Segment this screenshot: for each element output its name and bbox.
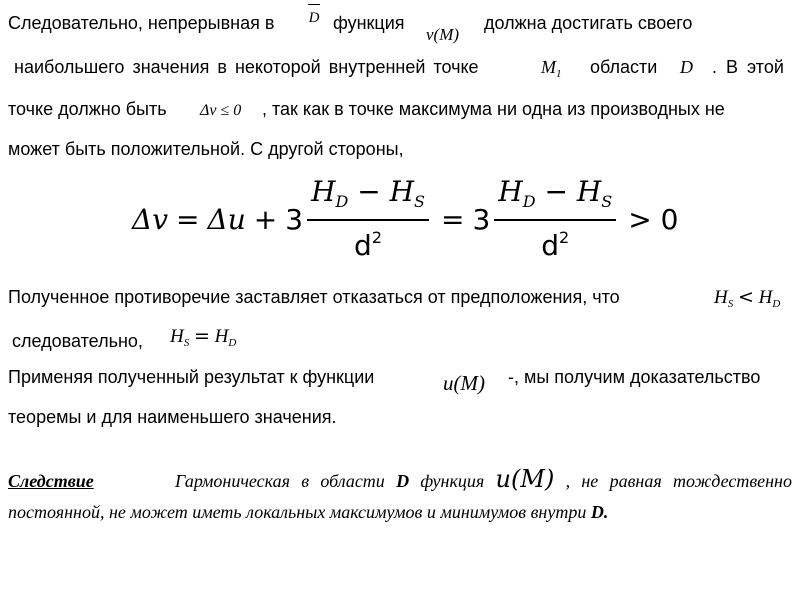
line1-before: Следовательно, непрерывная в	[8, 13, 275, 33]
function-v-of-m: v(M)	[426, 25, 460, 44]
text-line-3: точке должно быть	[8, 99, 167, 119]
hence-text: следовательно,	[12, 331, 143, 351]
domain-closure-symbol: D	[306, 4, 322, 29]
corollary-title: Следствие	[8, 471, 94, 491]
point-m1: $M_1$	[541, 57, 562, 80]
fraction-1: $\frac{H_D - H_S}{d^2}$	[307, 175, 429, 263]
fraction-2: $\frac{H_D - H_S}{d^2}$	[494, 175, 616, 263]
hs-equals-hd: $H_S = H_D$	[170, 325, 237, 349]
line3-after: , так как в точке максимума ни одна из производных не	[262, 99, 725, 119]
apply-after: -, мы получим доказательство	[508, 367, 761, 387]
contradiction-text: Полученное противоречие заставляет отказаться от предположения, что	[8, 287, 620, 307]
apply-line-2: теоремы и для наименьшего значения.	[8, 407, 337, 427]
apply-text: Применяя полученный результат к функции	[8, 367, 375, 387]
line1-middle: функция	[333, 13, 405, 33]
hs-less-hd: $H_S < H_D$	[714, 286, 781, 310]
text-line-4: может быть положительной. С другой стороны,	[8, 139, 404, 159]
condition-dv-le-0: Δv ≤ 0	[200, 102, 242, 119]
main-formula: Δv = Δu + 3 $\frac{H_D - H_S}{d^2}$ = 3 $\frac{H_D - H_S}{d^2}$ > 0	[132, 175, 679, 262]
line1-after: должна достигать своего	[484, 13, 693, 33]
line2-after: . В этой	[712, 57, 784, 77]
corollary-domain: D	[396, 471, 410, 491]
function-u-of-m: u(M)	[443, 371, 485, 395]
area-word: области	[590, 57, 658, 77]
corollary-function: u(M)	[495, 465, 555, 493]
text-line-1	[8, 12, 274, 34]
formula-lhs: Δv	[132, 202, 169, 236]
overbar	[308, 4, 320, 5]
corollary-block: Следствие Гармоническая в области D функция u(M) , не равная тождественно постоянной, не может иметь локальных максимумов и минимумов внутри D.	[8, 465, 792, 522]
text-line-2: наибольшего значения в некоторой внутренней точке	[14, 57, 479, 77]
domain-d: D	[680, 57, 693, 77]
